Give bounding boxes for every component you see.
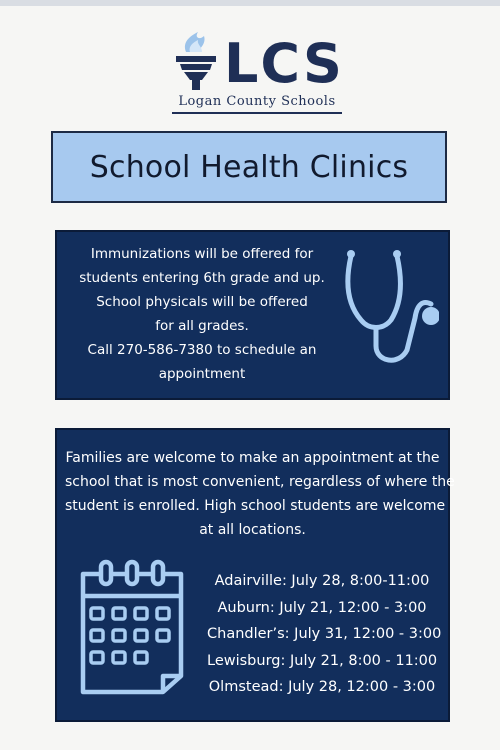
location-item: Adairville: July 28, 8:00-11:00 [214, 573, 430, 589]
top-border [0, 0, 500, 6]
calendar-icon [77, 558, 187, 698]
phone-line: Call 270-586-7380 to schedule an [87, 342, 317, 358]
clinic-locations-list [207, 568, 442, 701]
location-item: Lewisburg: July 21, 8:00 - 11:00 [207, 652, 438, 669]
intro-line: student is enrolled. High school students are welcome [65, 498, 446, 514]
locations-info-box [55, 428, 455, 722]
location-item: Chandler’s: July 31, 12:00 - 3:00 [207, 626, 442, 642]
immunization-info-box [55, 230, 450, 400]
intro-line: Families are welcome to make an appointment at the [65, 450, 440, 466]
logo-letters: LCS [224, 32, 344, 95]
immunization-line: students entering 6th grade and up. [79, 270, 325, 286]
logo-underline [172, 112, 342, 114]
title-banner [51, 131, 447, 203]
immunization-line: appointment [158, 366, 246, 382]
school-logo [172, 30, 342, 118]
stethoscope-icon [339, 242, 439, 372]
torch-icon [172, 30, 220, 92]
location-item: Olmstead: July 28, 12:00 - 3:00 [208, 679, 436, 695]
intro-line: at all locations. [199, 522, 306, 538]
logo-subtitle: Logan County Schools [178, 94, 336, 109]
families-intro [65, 446, 455, 542]
intro-line: school that is most convenient, regardless of where the [65, 474, 455, 490]
immunization-line: Immunizations will be offered for [90, 246, 314, 262]
page-title: School Health Clinics [89, 149, 409, 185]
location-item: Auburn: July 21, 12:00 - 3:00 [217, 599, 427, 616]
immunization-line: for all grades. [155, 318, 249, 334]
immunization-text [67, 242, 337, 386]
immunization-line: School physicals will be offered [96, 294, 308, 310]
